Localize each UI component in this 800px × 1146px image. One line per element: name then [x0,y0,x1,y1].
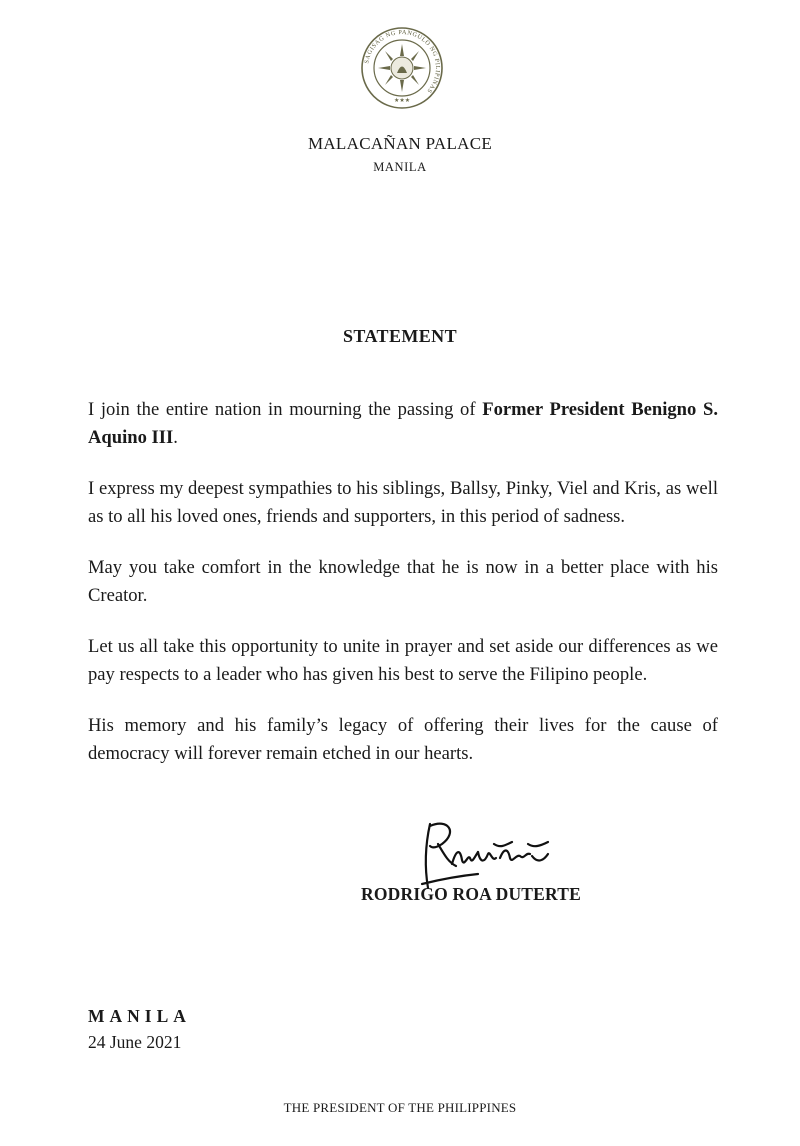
footer-office: THE PRESIDENT OF THE PHILIPPINES [283,1100,517,1115]
signatory-name: RODRIGO ROA DUTERTE [361,884,582,904]
paragraph-2: I express my deepest sympathies to his siblings, Ballsy, Pinky, Viel and Kris, as well as to all his loved ones, friends and supporters, in this period of sadness. [88,478,718,527]
dateline-place: MANILA [88,1006,191,1026]
document-title: STATEMENT [343,326,457,346]
handwritten-signature-icon [408,814,564,894]
paragraph-5: His memory and his family’s legacy of offering their lives for the cause of democracy will forever remain etched in our hearts. [88,715,718,764]
letterhead-city: MANILA [373,160,427,174]
paragraph-1 [88,396,718,451]
paragraph-1-end: . [173,426,178,448]
statement-body [88,396,718,791]
svg-text:★★★: ★★★ [394,97,411,104]
paragraph-3: May you take comfort in the knowledge that he is now in a better place with his Creator. [88,557,718,606]
paragraph-1-lead: I join the entire nation in mourning the passing of [88,399,483,420]
paragraph-4: Let us all take this opportunity to unite in prayer and set aside our differences as we pay respects to a leader who has given his best to serve the Filipino people. [88,636,718,685]
dateline-date: 24 June 2021 [88,1032,182,1052]
former-president-name: Former President Benigno S. Aquino III [88,399,718,448]
letterhead-office: MALACAÑAN PALACE [307,134,493,153]
svg-text:SAGISAG NG PANGULO NG PILIPINA: SAGISAG NG PANGULO NG PILIPINAS [363,28,442,95]
presidential-seal-icon [360,26,444,110]
